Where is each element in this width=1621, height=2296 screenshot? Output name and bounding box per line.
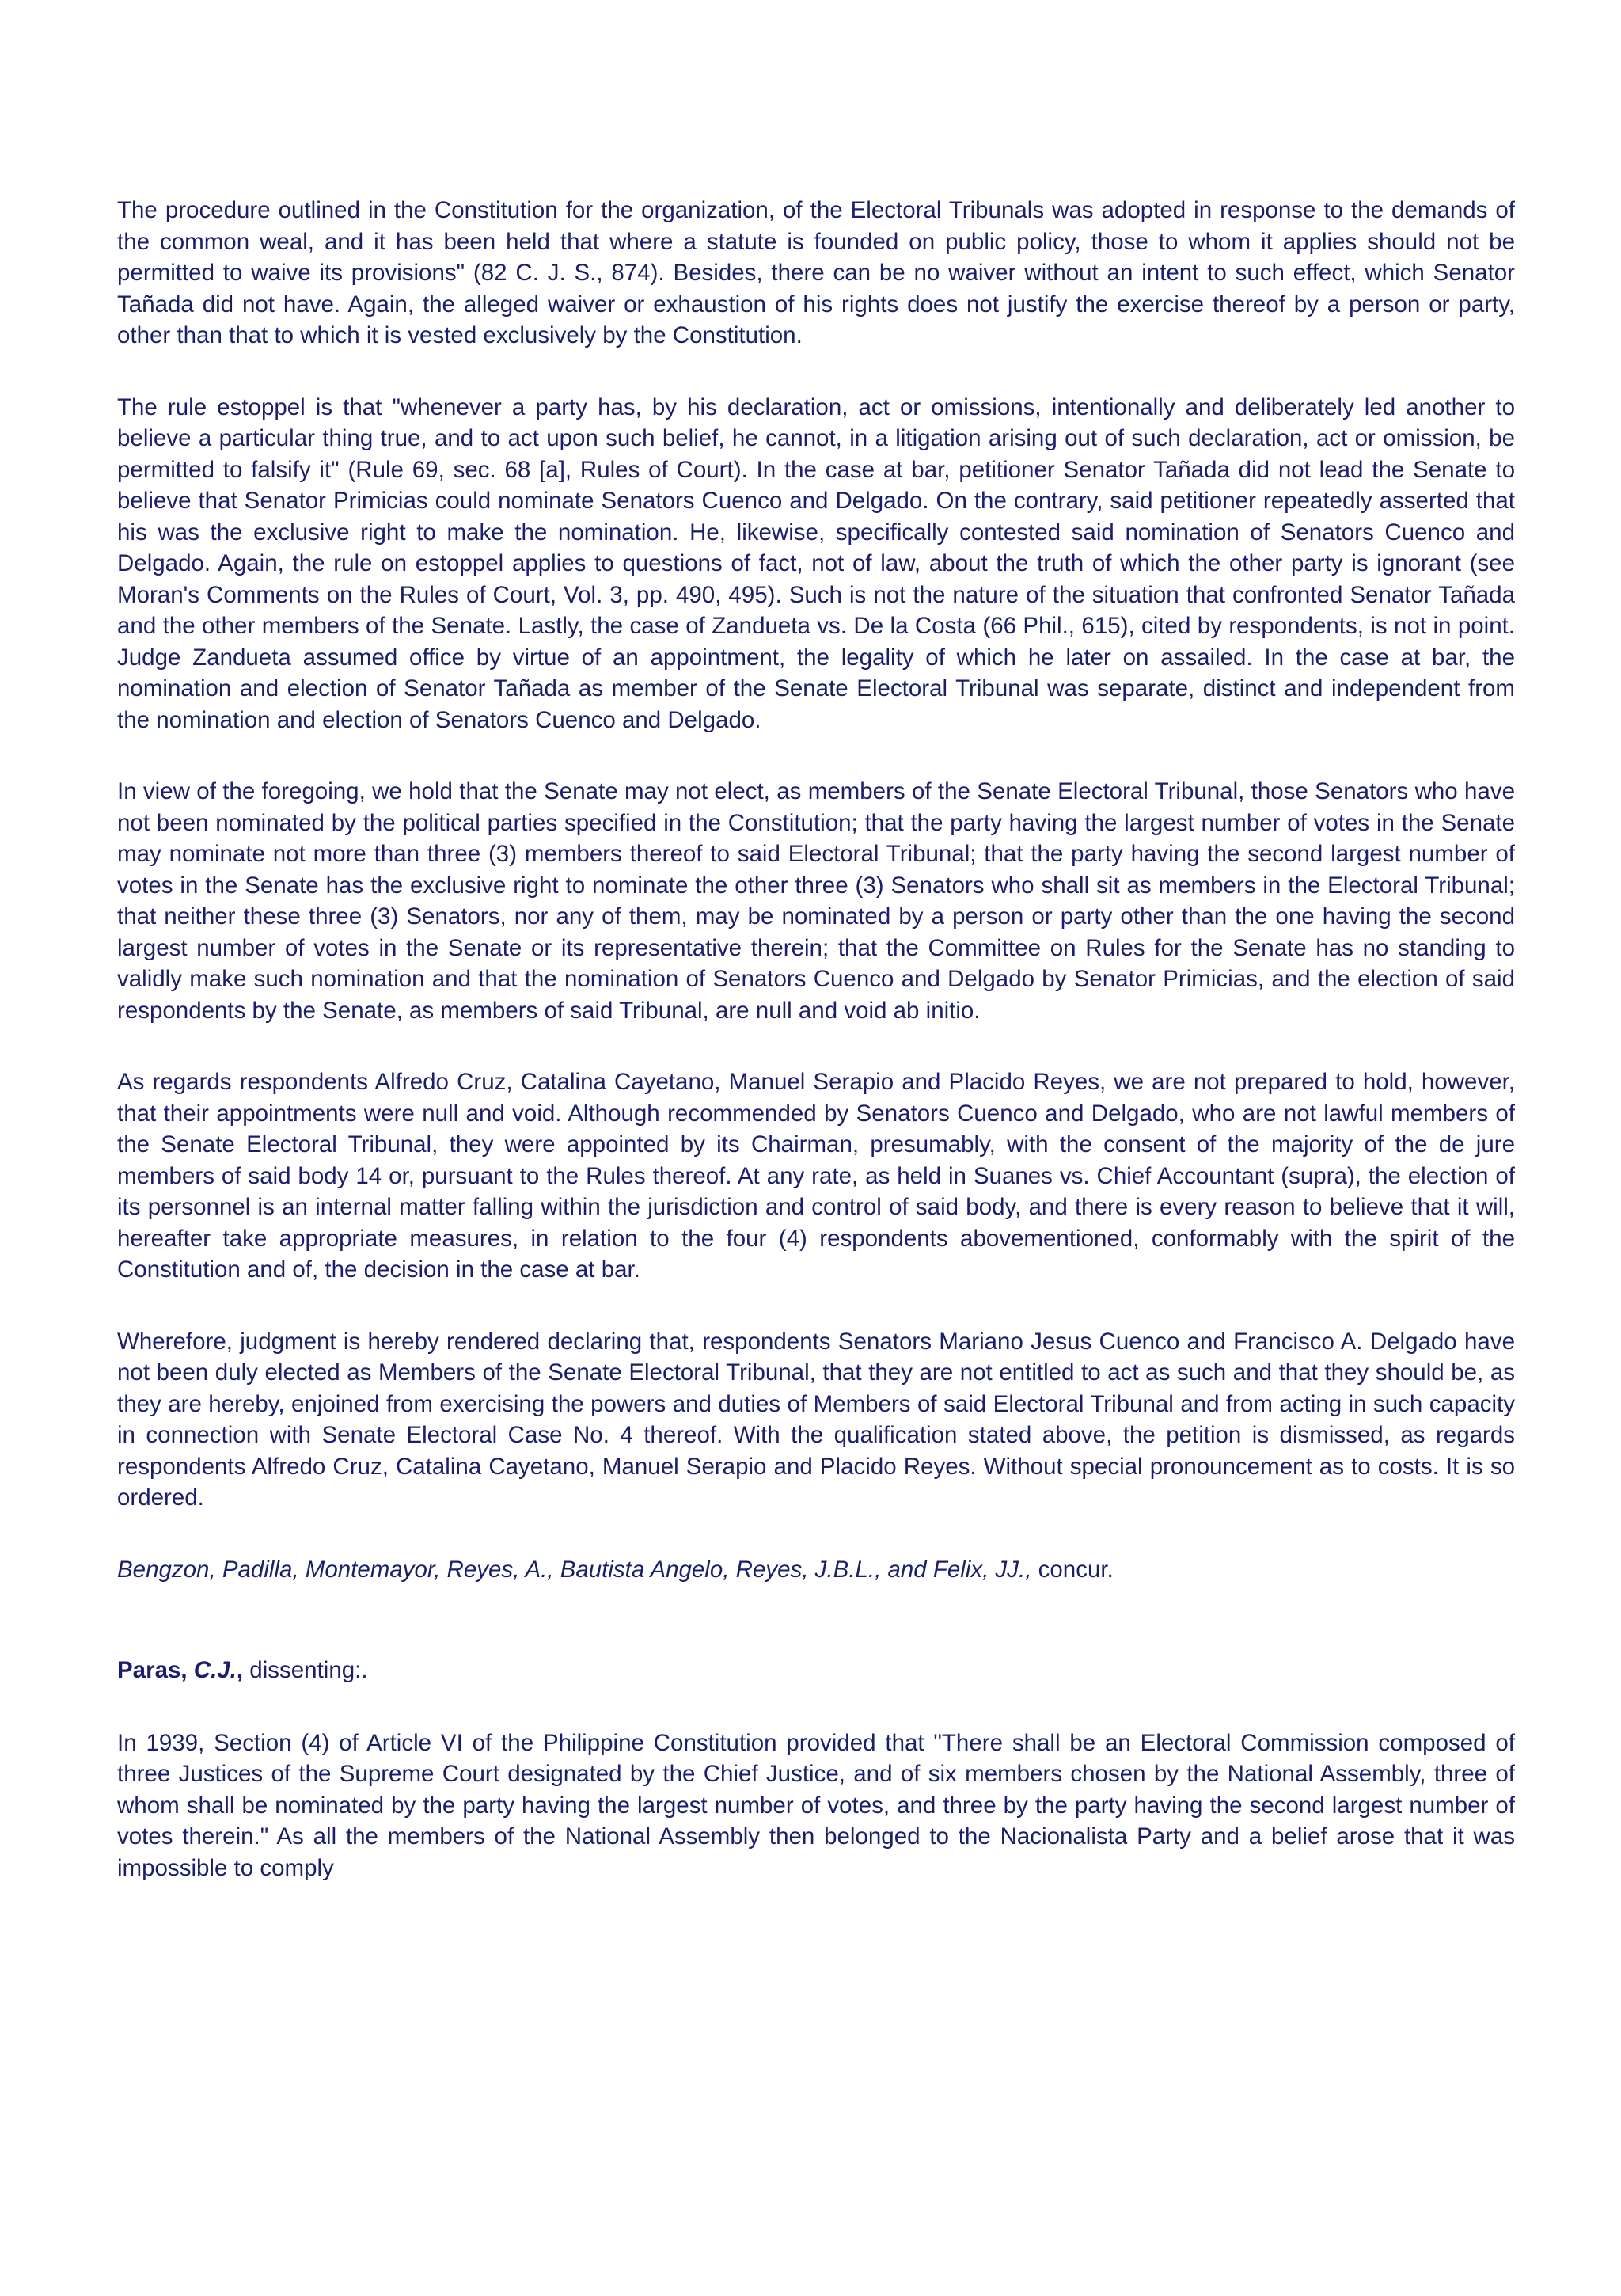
dissent-label: dissenting:.: [243, 1657, 368, 1683]
dissent-title-comma: ,: [236, 1657, 244, 1683]
concurrence-line: [117, 1554, 1515, 1586]
dissent-heading: [117, 1655, 1515, 1686]
paragraph-estoppel-rule: The rule estoppel is that "whenever a party has, by his declaration, act or omissions, intentionally and deliberately led another to believe a particular thing true, and to act upon such belief, he cannot, in a litigation arising out of such declaration, act or omission, be permitted to falsify it" (Rule 69, sec. 68 [a], Rules of Court). In the case at bar, petitioner Senator Tañada did not lead the Senate to believe that Senator Primicias could nominate Senators Cuenco and Delgado. On the contrary, said petitioner repeatedly asserted that his was the exclusive right to make the nomination. He, likewise, specifically contested said nomination of Senators Cuenco and Delgado. Again, the rule on estoppel applies to questions of fact, not of law, about the truth of which the other party is ignorant (see Moran's Comments on the Rules of Court, Vol. 3, pp. 490, 495). Such is not the nature of the situation that confronted Senator Tañada and the other members of the Senate. Lastly, the case of Zandueta vs. De la Costa (66 Phil., 615), cited by respondents, is not in point. Judge Zandueta assumed office by virtue of an appointment, the legality of which he later on assailed. In the case at bar, the nomination and election of Senator Tañada as member of the Senate Electoral Tribunal was separate, distinct and independent from the nomination and election of Senators Cuenco and Delgado.: [117, 393, 1515, 733]
dissent-justice-title: C.J.: [187, 1657, 237, 1683]
concurring-justices: Bengzon, Padilla, Montemayor, Reyes, A., Bautista Angelo, Reyes, J.B.L., and Felix, JJ.,: [117, 1556, 1032, 1583]
paragraph-holding: In view of the foregoing, we hold that the Senate may not elect, as members of the Senate Electoral Tribunal, those Senators who have not been nominated by the political parties specified in the Constitution; that the party having the largest number of votes in the Senate may nominate not more than three (3) members thereof to said Electoral Tribunal; that the party having the second largest number of votes in the Senate has the exclusive right to nominate the other three (3) Senators who shall sit as members in the Electoral Tribunal; that neither these three (3) Senators, nor any of them, may be nominated by a person or party other than the one having the second largest number of votes in the Senate or its representative therein; that the Committee on Rules for the Senate has no standing to validly make such nomination and that the nomination of Senators Cuenco and Delgado by Senator Primicias, and the election of said respondents by the Senate, as members of said Tribunal, are null and void ab initio.: [117, 778, 1515, 1024]
paragraph-dissent-1939: In 1939, Section (4) of Article VI of the Philippine Constitution provided that "There shall be an Electoral Commission composed of three Justices of the Supreme Court designated by the Chief Justice, and of six members chosen by the National Assembly, three of whom shall be nominated by the party having the largest number of votes, and three by the party having the second largest number of votes therein." As all the members of the National Assembly then belonged to the Nacionalista Party and a belief arose that it was impossible to comply: [117, 1729, 1515, 1881]
paragraph-respondents-appointments: As regards respondents Alfredo Cruz, Catalina Cayetano, Manuel Serapio and Placido Reyes, we are not prepared to hold, however, that their appointments were null and void. Although recommended by Senators Cuenco and Delgado, who are not lawful members of the Senate Electoral Tribunal, they were appointed by its Chairman, presumably, with the consent of the majority of the de jure members of said body 14 or, pursuant to the Rules thereof. At any rate, as held in Suanes vs. Chief Accountant (supra), the election of its personnel is an internal matter falling within the jurisdiction and control of said body, and there is every reason to believe that it will, hereafter take appropriate measures, in relation to the four (4) respondents abovementioned, conformably with the spirit of the Constitution and of, the decision in the case at bar.: [117, 1069, 1515, 1283]
paragraph-constitution-procedure: The procedure outlined in the Constitution for the organization, of the Electoral Tribunals was adopted in response to the demands of the common weal, and it has been held that where a statute is founded on public policy, those to whom it applies should not be permitted to waive its provisions" (82 C. J. S., 874). Besides, there can be no waiver without an intent to such effect, which Senator Tañada did not have. Again, the alleged waiver or exhaustion of his rights does not justify the exercise thereof by a person or party, other than that to which it is vested exclusively by the Constitution.: [117, 197, 1515, 348]
document-page: [117, 195, 1515, 1884]
dissent-justice-name: Paras,: [117, 1657, 188, 1683]
concur-verb: concur.: [1031, 1556, 1114, 1583]
paragraph-judgment: Wherefore, judgment is hereby rendered declaring that, respondents Senators Mariano Jesus Cuenco and Francisco A. Delgado have not been duly elected as Members of the Senate Electoral Tribunal, that they are not entitled to act as such and that they should be, as they are hereby, enjoined from exercising the powers and duties of Members of said Electoral Tribunal and from acting in such capacity in connection with Senate Electoral Case No. 4 thereof. With the qualification stated above, the petition is dismissed, as regards respondents Alfredo Cruz, Catalina Cayetano, Manuel Serapio and Placido Reyes. Without special pronouncement as to costs. It is so ordered.: [117, 1328, 1515, 1511]
